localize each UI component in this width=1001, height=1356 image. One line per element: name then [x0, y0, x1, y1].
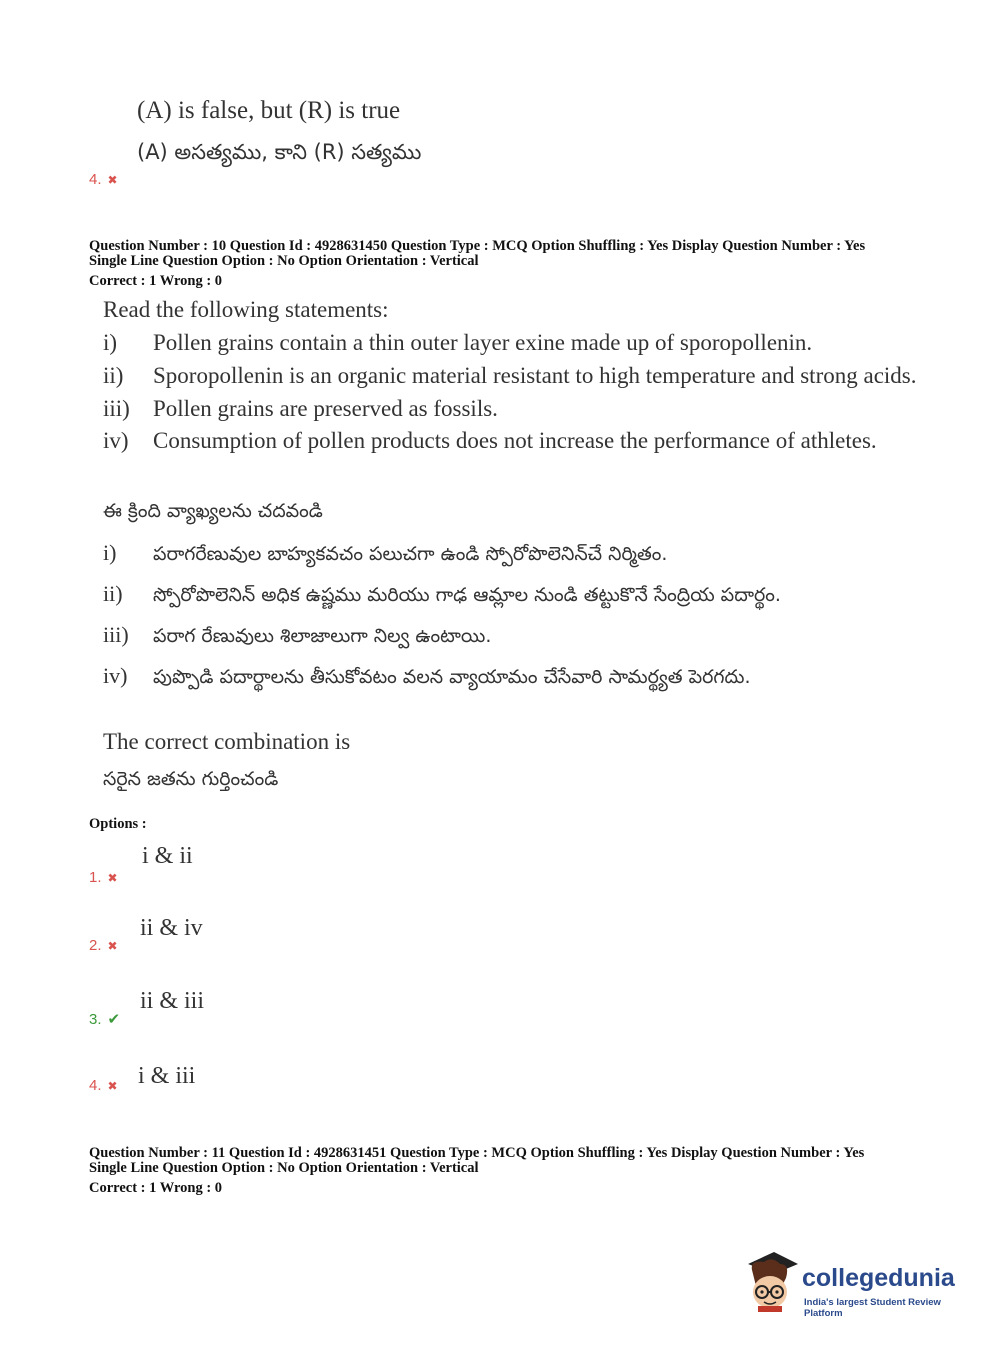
statement-text: పరాగ రేణువులు శిలాజాలుగా నిల్వ ఉంటాయి.: [153, 625, 492, 647]
statement-text: పరాగరేణువుల బాహ్యకవచం పలుచగా ఉండి స్పోరోపొలెనిన్‌చే నిర్మితం.: [153, 543, 668, 565]
statement-text: Pollen grains are preserved as fossils.: [153, 396, 498, 421]
statement-number: i): [103, 330, 118, 355]
statement-text: Consumption of pollen products does not increase the performance of athletes.: [153, 428, 877, 453]
statement-en-2: [103, 364, 917, 387]
statement-en-1: [103, 331, 812, 354]
logo-text: collegedunia: [802, 1264, 955, 1292]
option-number: 3.: [89, 1011, 102, 1028]
statement-number: ii): [103, 581, 123, 606]
statement-number: iv): [103, 428, 129, 453]
statement-text: Sporopollenin is an organic material resistant to high temperature and strong acids.: [153, 363, 917, 388]
prev-option-text-en: (A) is false, but (R) is true: [137, 97, 401, 124]
statement-te-1: [103, 540, 667, 570]
statement-text: స్పోరోపొలెనిన్ అధిక ఉష్ణము మరియు గాఢ ఆమ్లాల నుండి తట్టుకొనే సేంద్రియ పదార్థం.: [153, 584, 781, 606]
option-text: i & iii: [138, 1063, 196, 1089]
prev-option-4[interactable]: [89, 171, 118, 188]
logo-tagline: India's largest Student Review Platform: [804, 1297, 941, 1319]
statement-te-4: [103, 663, 751, 693]
option-text: ii & iv: [140, 915, 203, 941]
statement-text: పుప్పొడి పదార్థాలను తీసుకోవటం వలన వ్యాయామం చేసేవారి సామర్థ్యత పెరగదు.: [153, 666, 751, 688]
option-number: 1.: [89, 869, 102, 886]
mascot-icon: [742, 1250, 800, 1312]
question-score: Correct : 1 Wrong : 0: [89, 273, 223, 289]
question-intro-en: Read the following statements:: [103, 297, 389, 322]
cross-icon: ✖: [107, 939, 118, 953]
next-question-meta-line2: Single Line Question Option : No Option Orientation : Vertical: [89, 1160, 479, 1176]
statement-number: iii): [103, 622, 129, 647]
check-icon: ✔: [107, 1010, 121, 1028]
question-meta-line2: Single Line Question Option : No Option Orientation : Vertical: [89, 253, 479, 269]
collegedunia-logo[interactable]: [742, 1250, 972, 1320]
option-number: 2.: [89, 937, 102, 954]
statement-number: i): [103, 540, 117, 565]
option-number: 4.: [89, 1077, 102, 1094]
statement-en-3: [103, 397, 498, 420]
next-question-meta-line1: Question Number : 11 Question Id : 4928631451 Question Type : MCQ Option Shuffling : Yes Display Question Number : Yes: [89, 1145, 865, 1161]
options-label: Options :: [89, 816, 147, 832]
option-text: ii & iii: [140, 988, 205, 1014]
combination-prompt-en: The correct combination is: [103, 729, 351, 754]
statement-en-4: [103, 429, 877, 452]
cross-icon: ✖: [107, 173, 118, 187]
prev-option-text-te: (A) అసత్యము, కాని (R) సత్యము: [137, 140, 422, 164]
question-intro-te: ఈ క్రింది వ్యాఖ్యలను చదవండి: [103, 500, 323, 522]
option-number: 4.: [89, 171, 102, 188]
next-question-score: Correct : 1 Wrong : 0: [89, 1180, 223, 1196]
statement-number: iv): [103, 663, 128, 688]
statement-text: Pollen grains contain a thin outer layer exine made up of sporopollenin.: [153, 330, 813, 355]
option-text: i & ii: [142, 843, 193, 869]
statement-te-2: [103, 581, 781, 611]
question-meta-line1: Question Number : 10 Question Id : 4928631450 Question Type : MCQ Option Shuffling : Yes Display Question Number : Yes: [89, 238, 866, 254]
combination-prompt-te: సరైన జతను గుర్తించండి: [103, 768, 279, 790]
statement-te-3: [103, 622, 491, 652]
cross-icon: ✖: [107, 1079, 118, 1093]
statement-number: iii): [103, 396, 130, 421]
cross-icon: ✖: [107, 871, 118, 885]
statement-number: ii): [103, 363, 124, 388]
